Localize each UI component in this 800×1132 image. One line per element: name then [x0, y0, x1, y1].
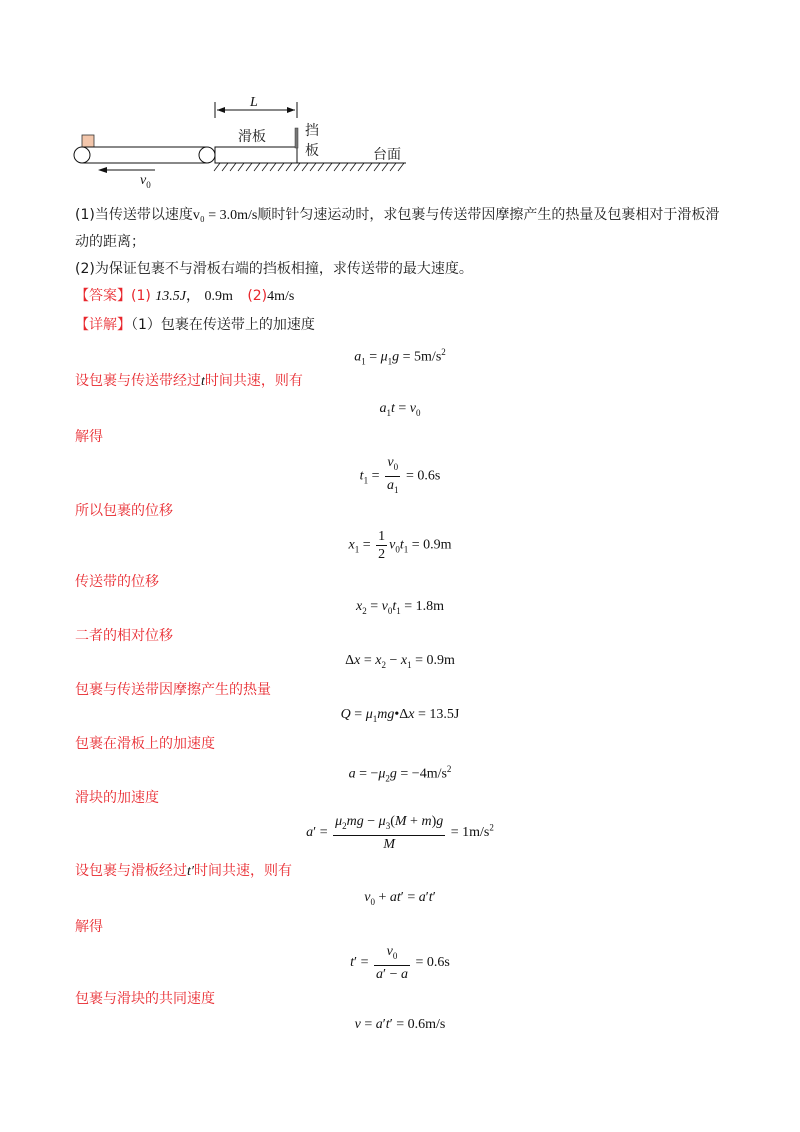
detail-step-10: 解得 [75, 919, 103, 935]
equation-7: $Q = \mu_1mg•\Delta x = 13.5J$ [340, 707, 460, 724]
equation-2: $a_1t = v_0$ [379, 401, 421, 418]
detail-step-4: 传送带的位移 [75, 574, 159, 590]
detail-step-2: 解得 [75, 429, 103, 445]
equation-6: $\Delta x = x_2 - x_1 = 0.9m$ [345, 653, 455, 670]
equation-10: $v_0 + at' = a't'$ [364, 890, 436, 907]
equation-5: $x_2 = v_0t_1 = 1.8m$ [355, 599, 445, 616]
question-1-line2: 动的距离； [75, 234, 145, 250]
equation-4: $x_1$ = $\frac{1}{2}$ $v_0t_1 = 0.9m$ [348, 529, 452, 562]
label-platform: 台面 [373, 147, 401, 163]
detail-step-5: 二者的相对位移 [75, 628, 173, 644]
detail-step-1: 设包裹与传送带经过t时间共速，则有 [75, 373, 303, 389]
detail-step-6: 包裹与传送带因摩擦产生的热量 [75, 682, 271, 698]
equation-3: $t_1$ = $\frac{v_0}{a_1}$ = 0.6s [359, 455, 441, 495]
detail-step-8: 滑块的加速度 [75, 790, 159, 806]
label-slider: 滑板 [238, 129, 266, 145]
equation-11: t′ = $\frac{v_0}{a' - a}$ = 0.6s [350, 944, 450, 982]
label-v0: $v_0$ [140, 173, 151, 190]
detail-step-11: 包裹与滑块的共同速度 [75, 991, 215, 1007]
detail-heading: 【详解】（1）包裹在传送带上的加速度 [75, 317, 315, 333]
label-baffle-1: 挡 [305, 123, 319, 139]
equation-9: a′ = $\frac{\mu_2mg - \mu_3(M + m)g}{M}$ = $1m/s^2$ [306, 814, 494, 852]
label-baffle-2: 板 [305, 143, 319, 159]
equation-1: $a_1 = \mu_1g = 5m/s^2$ [354, 347, 446, 367]
detail-step-3: 所以包裹的位移 [75, 503, 173, 519]
question-2: (2)为保证包裹不与滑板右端的挡板相撞，求传送带的最大速度。 [75, 261, 473, 277]
equation-12: v = a′t′ = 0.6m/s [354, 1017, 446, 1032]
conveyor-diagram [70, 92, 415, 192]
answer-line: 【答案】(1) 13.5J， 0.9m (2)4m/s [75, 288, 295, 304]
detail-step-9: 设包裹与滑板经过t′时间共速，则有 [75, 863, 292, 879]
question-1: (1)当传送带以速度v₀ = 3.0m/s顺时针匀速运动时，求包裹与传送带因摩擦产生的热量及包裹相对于滑板滑 [75, 207, 720, 223]
label-L: L [250, 95, 258, 110]
equation-8: $a = -\mu_2g = -4m/s^2$ [348, 764, 452, 784]
detail-step-7: 包裹在滑板上的加速度 [75, 736, 215, 752]
